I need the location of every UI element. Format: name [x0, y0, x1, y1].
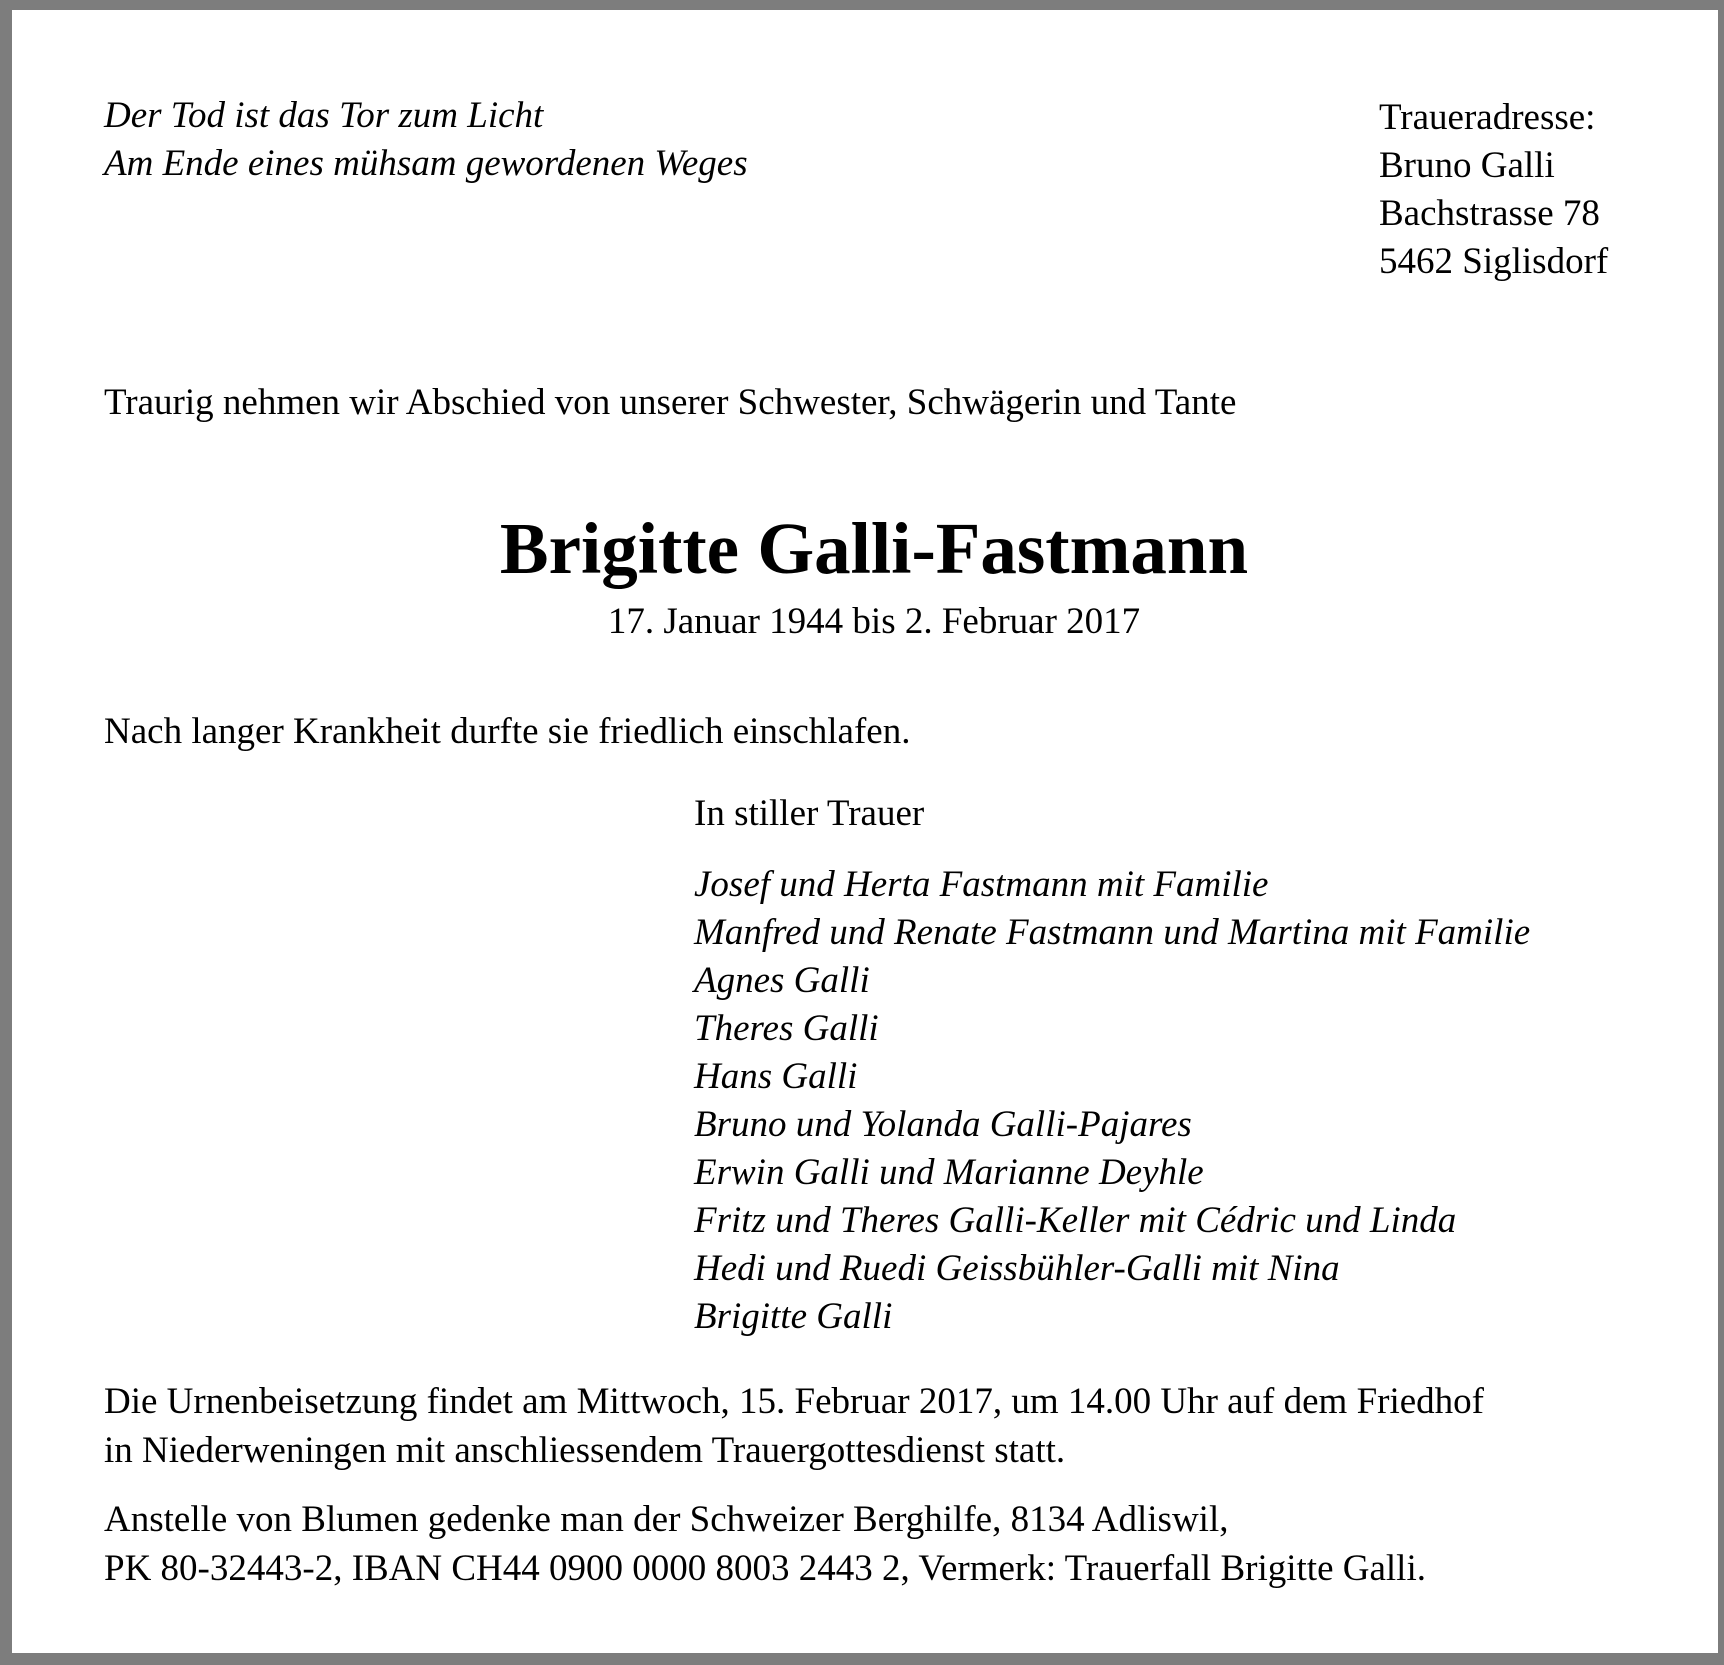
- donation-line: PK 80-32443-2, IBAN CH44 0900 0000 8003 2443 2, Vermerk: Trauerfall Brigitte Galli.: [104, 1548, 1426, 1589]
- mourner-entry: Hans Galli: [694, 1056, 858, 1097]
- mourner-entry: Theres Galli: [694, 1008, 879, 1049]
- mourner-entry: Hedi und Ruedi Geissbühler-Galli mit Nina: [694, 1248, 1340, 1289]
- deceased-name: Brigitte Galli-Fastmann: [499, 508, 1249, 589]
- motto-line: Der Tod ist das Tor zum Licht: [104, 95, 544, 136]
- mourner-entry: Manfred und Renate Fastmann und Martina mit Familie: [694, 912, 1531, 953]
- burial-announcement: [104, 1377, 1484, 1475]
- address-heading: Traueradresse:: [1379, 97, 1596, 138]
- address-name: Bruno Galli: [1379, 145, 1555, 186]
- motto-line: Am Ende eines mühsam gewordenen Weges: [104, 143, 748, 184]
- motto: [104, 92, 748, 188]
- farewell-text: Traurig nehmen wir Abschied von unserer Schwester, Schwägerin und Tante: [104, 382, 1237, 423]
- mourner-entry: Brigitte Galli: [694, 1296, 893, 1337]
- mourners-list: [694, 861, 1530, 1341]
- donation-notice: [104, 1495, 1426, 1593]
- burial-line: in Niederweningen mit anschliessendem Trauergottesdienst statt.: [104, 1430, 1066, 1471]
- life-dates: 17. Januar 1944 bis 2. Februar 2017: [607, 601, 1141, 642]
- mourner-entry: Bruno und Yolanda Galli-Pajares: [694, 1104, 1192, 1145]
- grief-intro: In stiller Trauer: [694, 793, 925, 834]
- mourner-entry: Erwin Galli und Marianne Deyhle: [694, 1152, 1204, 1193]
- address-street: Bachstrasse 78: [1379, 193, 1600, 234]
- illness-text: Nach langer Krankheit durfte sie friedlich einschlafen.: [104, 711, 911, 752]
- mourner-entry: Fritz und Theres Galli-Keller mit Cédric und Linda: [694, 1200, 1457, 1241]
- mourning-address: [1379, 94, 1608, 286]
- donation-line: Anstelle von Blumen gedenke man der Schweizer Berghilfe, 8134 Adliswil,: [104, 1499, 1229, 1540]
- burial-line: Die Urnenbeisetzung findet am Mittwoch, 15. Februar 2017, um 14.00 Uhr auf dem Friedhof: [104, 1381, 1485, 1422]
- address-city: 5462 Siglisdorf: [1379, 241, 1609, 282]
- mourner-entry: Agnes Galli: [694, 960, 870, 1001]
- mourner-entry: Josef und Herta Fastmann mit Familie: [694, 864, 1269, 905]
